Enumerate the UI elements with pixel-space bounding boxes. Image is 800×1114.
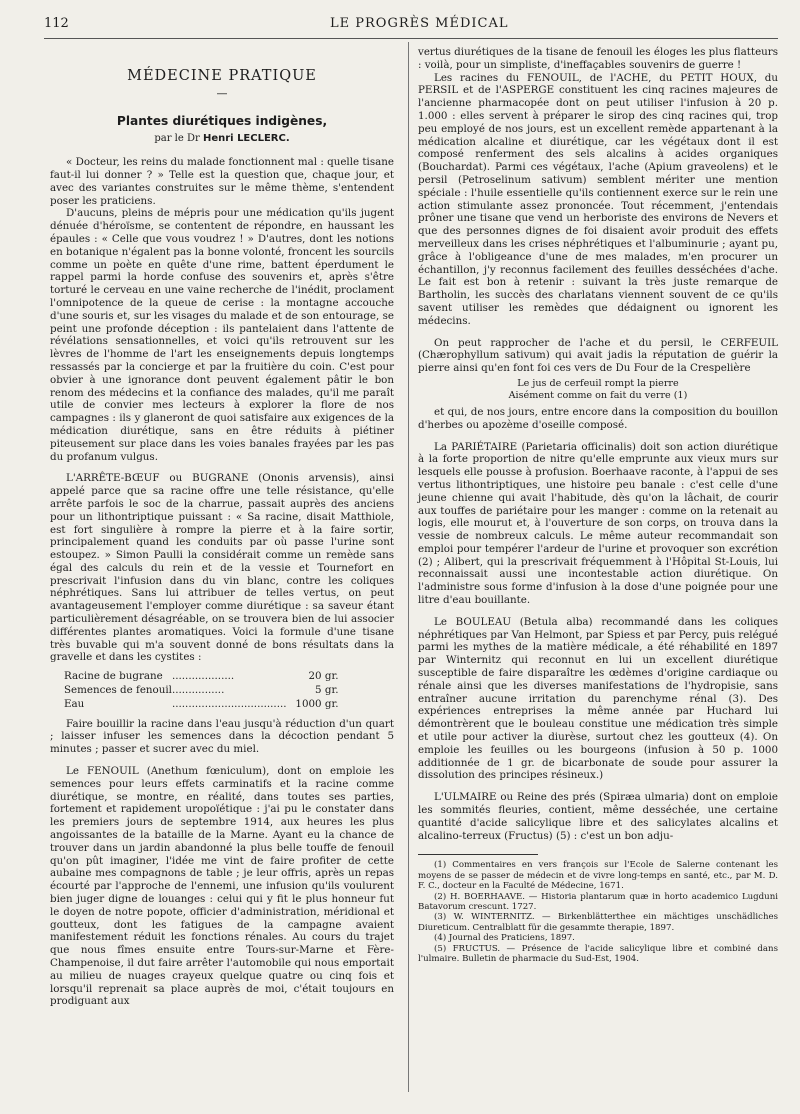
article-title: Plantes diurétiques indigènes, — [116, 113, 328, 128]
paragraph: Les racines du FENOUIL, de l'ACHE, du PETIT HOUX, du PERSIL et de l'ASPERGE constituent les cinq racines majeures de l'ancienne pharmacopée dont on peut utiliser l'infusion à 20 p. 1.000 : elles servent à préparer le sirop des cinq racines qui, trop peu employé de nos jours, est un excellent remède appartenant à la médication alcaline et diurétique, car les végétaux dont il est composé renferment des sels alcalins à acides organiques (Bouchardat). Parmi ces végétaux, l'ache (Apium graveolens) et le persil (Petroselinum sativum) semblent mériter une mention spéciale : l'huile essentielle qu'ils contiennent exerce sur le rein une action stimulante assez prononcée. Tout récemment, j'entendais prôner une tisane que vend un herboriste des environs de Nevers et que des personnes dignes de foi disaient avoir produit des effets merveilleux dans les crises néphrétiques et l'albuminurie ; ayant pu, grâce à l'obligeance d'une de mes malades, m'en procurer un échantillon, j'y reconnus facilement des feuilles desséchées d'ache. Le fait est bon à retenir : suivant la très juste remarque de Bartholin, les succès des charlatans viennent souvent de ce qu'ils savent utiliser les remèdes que dédaignent ou ignorent les médecins. — [418, 71, 778, 327]
verse-line: Aisément comme on fait du verre (1) — [508, 389, 688, 401]
section-title: MÉDECINE PRATIQUE — [127, 68, 317, 84]
byline — [50, 133, 394, 146]
left-column — [50, 46, 394, 1008]
paragraph: L'ARRÊTE-BŒUF ou BUGRANE (Ononis arvensis), ainsi appelé parce que sa racine offre une telle résistance, qu'elle arrête parfois le soc de la charrue, passait auprès des anciens pour un lithontriptique puissant : « Sa racine, disait Matthiole, est fort singulière à rompre la pierre et à la faire sortir, principalement quand les conduits par où passe l'urine sont estoupez. » Simon Paulli la considérait comme un remède sans égal des calculs du rein et de la vessie et Tournefort en prescrivait l'infusion dans du vin blanc, contre les coliques néphrétiques. Sans lui attribuer de telles vertus, on peut avantageusement l'employer comme diurétique : sa saveur étant particulièrement désagréable, on se trouvera bien de lui associer différentes plantes aromatiques. Voici la formule d'une tisane très buvable qui m'a souvent donné de bons résultats dans la gravelle et dans les cystites : — [50, 472, 394, 664]
paragraph: D'aucuns, pleins de mépris pour une médication qu'ils jugent dénuée d'héroïsme, se contentent de répondre, en haussant les épaules : « Celle que vous voudrez ! » D'autres, dont les notions en botanique n'égalent pas la bonne volonté, froncent les sourcils comme un poète en quête d'une rime, battent éperdument le rappel parmi la horde confuse des souvenirs et, après s'être torturé le cerveau en une vaine recherche de l'inédit, proclament l'omnipotence de la queue de cerise : la montagne accouche d'une souris et, sur les visages du malade et de son entourage, se peint une profonde déception : ils pantelaient dans l'attente de révélations sensationnelles, et voici qu'ils retrouvent sur les lèvres de l'homme de l'art les enseignements depuis longtemps ressassés par la concierge et par la fruitière du coin. C'est pour obvier à une ignorance dont peuvent également pâtir le bon renom des médecins et la confiance des malades, qu'il me paraît utile de convier mes lecteurs à explorer la flore de nos campagnes : ils y glaneront de quoi satisfaire aux exigences de la médication diurétique, sans en être réduits à piétiner piteusement sur place dans les voies banales frayées par les pas du profanum vulgus. — [50, 207, 394, 463]
recipe-dots: ................... — [171, 670, 235, 683]
page-number: 112 — [44, 16, 69, 31]
recipe-row — [64, 698, 339, 712]
footnote: (2) H. BOERHAAVE. — Historia plantarum quæ in horto academico Lugduni Batavorum crescunt. 1727. — [418, 891, 778, 913]
paragraph: « Docteur, les reins du malade fonctionnent mal : quelle tisane faut-il lui donner ? » Telle est la question que, chaque jour, et avec des variantes construites sur le même thème, s'entendent poser les praticiens. — [50, 156, 394, 207]
recipe-qty: 20 gr. — [308, 670, 339, 683]
recipe-table — [64, 670, 339, 711]
verse-quote — [418, 378, 778, 402]
verse-line: Le jus de cerfeuil rompt la pierre — [517, 377, 679, 389]
recipe-item: Racine de bugrane — [64, 670, 163, 683]
column-divider — [408, 42, 409, 1092]
header-rule — [44, 38, 778, 39]
footnote-rule — [418, 854, 538, 855]
recipe-row — [64, 684, 339, 698]
footnotes — [418, 860, 778, 964]
recipe-row — [64, 670, 339, 684]
author-name: Henri LECLERC. — [202, 133, 290, 145]
paragraph: La PARIÉTAIRE (Parietaria officinalis) doit son action diurétique à la forte proportion de nitre qu'elle emprunte aux vieux murs sur lesquels elle pousse à profusion. Boerhaave raconte, à l'appui de ses vertus lithontriptiques, une histoire peu banale : c'est celle d'une jeune chienne qui avait l'habitude, dès qu'on la lâchait, de courir aux touffes de pariétaire pour les manger : comme on la retenait au logis, elle mourut et, à l'ouverture de son corps, on trouva dans la vessie de nombreux calculs. Le même auteur recommandait son emploi pour tempérer l'ardeur de l'urine et provoquer son excrétion (2) ; Alibert, qui la prescrivait fréquemment à l'Hôpital St-Louis, lui reconnaissait aussi une incontestable action diurétique. On l'administre sous forme d'infusion à la dose d'une poignée pour une litre d'eau bouillante. — [418, 440, 778, 607]
recipe-item: Eau — [64, 697, 85, 710]
footnote: (1) Commentaires en vers françois sur l'Ecole de Salerne contenant les moyens de se passer de médecin et de vivre long-temps en santé, etc., par M. D. F. C., docteur en la Faculté de Médecine, 1671. — [418, 860, 778, 892]
recipe-dots: ................ — [171, 684, 225, 697]
recipe-qty: 1000 gr. — [295, 697, 339, 710]
paragraph: et qui, de nos jours, entre encore dans la composition du bouillon d'herbes ou apozème d'oseille composé. — [418, 405, 778, 431]
paragraph: L'ULMAIRE ou Reine des prés (Spiræa ulmaria) dont on emploie les sommités fleuries, contient, même desséchée, une certaine quantité d'acide salicylique libre et des salicylates alcalins et alcalino-terreux (Fructus) (5) : c'est un bon adju- — [418, 791, 778, 842]
paragraph: On peut rapprocher de l'ache et du persil, le CERFEUIL (Chærophyllum sativum) qui avait jadis la réputation de guérir la pierre ainsi qu'en font foi ces vers de Du Four de la Crespelière — [418, 336, 778, 375]
paragraph: Le BOULEAU (Betula alba) recommandé dans les coliques néphrétiques par Van Helmont, par Spiess et par Percy, puis relégué parmi les mythes de la matière médicale, a été réhabilité en 1897 par Winternitz qui reconnut en lui un excellent diurétique susceptible de faire disparaître les œdèmes d'origine cardiaque ou rénale ainsi que les diverses manifestations de l'hydropisie, sans entraîner aucune irritation du parenchyme rénal (3). Des expériences entreprises la même année par Huchard lui démontrèrent que le bouleau constitue une médication très simple et utile pour activer la diurèse, surtout chez les goutteux (4). On emploie les feuilles ou les bourgeons (infusion à 50 p. 1000 additionnée de 1 gr. de bicarbonate de soude pour assurer la dissolution des principes résineux.) — [418, 615, 778, 782]
footnote: (5) FRUCTUS. — Présence de l'acide salicylique libre et combiné dans l'ulmaire. Bulletin de pharmacie du Sud-Est, 1904. — [418, 943, 778, 965]
footnote: (4) Journal des Praticiens, 1897. — [434, 933, 575, 944]
paragraph: vertus diurétiques de la tisane de fenouil les éloges les plus flatteurs : voilà, pour un simpliste, d'ineffaçables souvenirs de guerre ! — [418, 46, 778, 71]
section-dash: — — [216, 86, 228, 100]
recipe-qty: 5 gr. — [315, 684, 339, 697]
recipe-dots: ................................... — [171, 697, 287, 710]
paragraph: Le FENOUIL (Anethum fœniculum), dont on emploie les semences pour leurs effets carminatifs et la racine comme diurétique, se montre, en réalité, dans toutes ses parties, fortement et rapidement uropoïétique : j'ai pu le constater dans les premiers jours de septembre 1914, aux heures les plus angoissantes de la bataille de la Marne. Ayant eu la chance de trouver dans un jardin abandonné la plus belle touffe de fenouil qu'on pût imaginer, l'idée me vint de faire profiter de cette aubaine mes compagnons de table ; je leur offris, après un repas écourté par l'approche de l'ennemi, une infusion qu'ils voulurent bien juger digne de louanges : celui qui y fit le plus honneur fut le doyen de notre popote, officier d'administration, méridional et goutteux, dont les fatigues de la campagne avaient manifestement réduit les fonctions rénales. Au cours du trajet que nous fîmes ensuite entre Tours-sur-Marne et Fère-Champenoise, il dut faire arrêter l'automobile qui nous emportait au milieu de nuages crayeux quelque quatre ou cinq fois et lorsqu'il reprenait sa place auprès de moi, c'était toujours en prodiguant aux — [50, 765, 394, 1008]
paragraph: Faire bouillir la racine dans l'eau jusqu'à réduction d'un quart ; laisser infuser les semences dans la décoction pendant 5 minutes ; passer et sucrer avec du miel. — [50, 717, 394, 756]
recipe-item: Semences de fenouil — [64, 684, 172, 697]
footnote: (3) W. WINTERNITZ. — Birkenblätterthee ein mächtiges unschädliches Diureticum. Centralblatt für die gesammte therapie, 1897. — [418, 912, 778, 933]
running-header: LE PROGRÈS MÉDICAL — [330, 16, 509, 31]
byline-prefix: par le Dr — [154, 133, 200, 145]
right-column — [418, 46, 778, 964]
